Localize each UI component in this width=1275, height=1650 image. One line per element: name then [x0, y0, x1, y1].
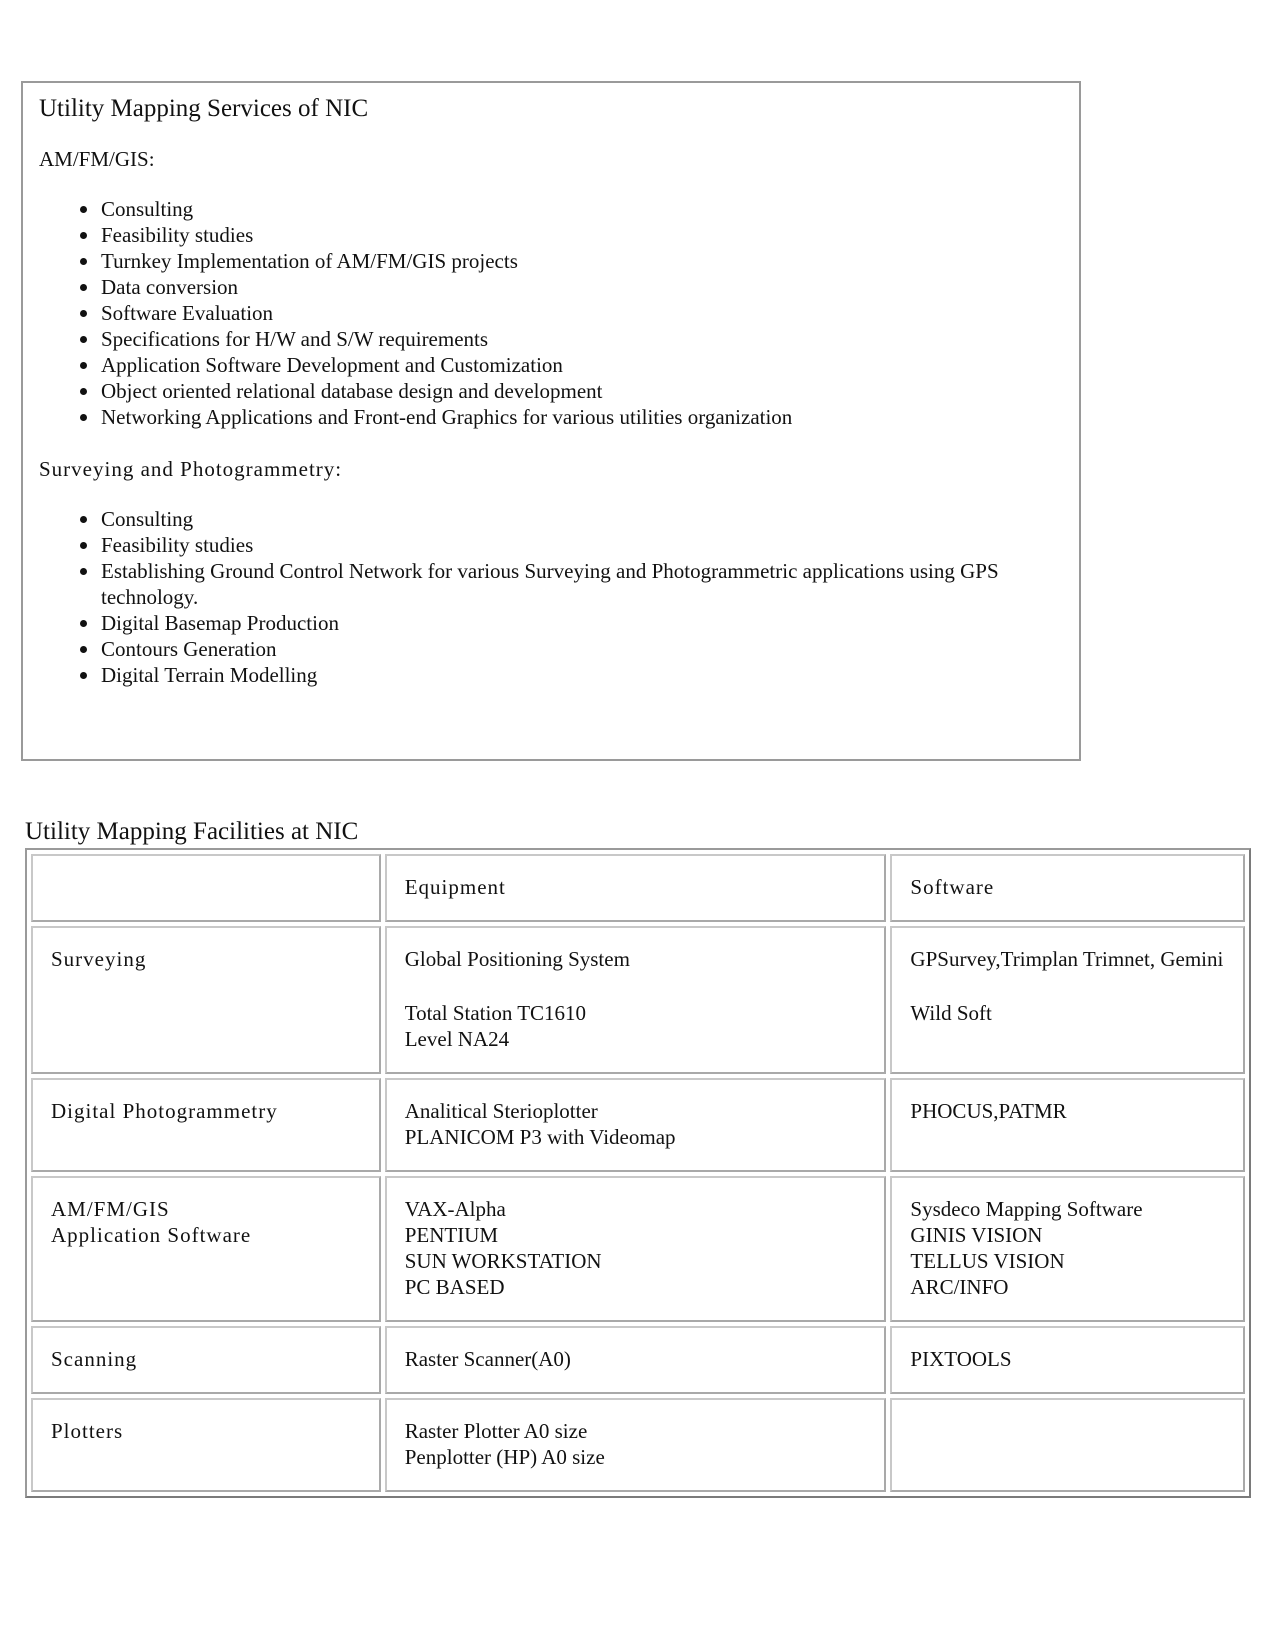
equipment-cell — [385, 1176, 887, 1322]
cell-line: Wild Soft — [910, 1001, 992, 1025]
header-cell-software: Software — [890, 854, 1245, 922]
cell-line: PIXTOOLS — [910, 1347, 1012, 1371]
list-item: Specifications for H/W and S/W requirements — [101, 326, 1063, 352]
cell-line: PC BASED — [404, 1275, 505, 1299]
category-cell — [31, 1078, 381, 1172]
surveying-heading: Surveying and Photogrammetry: — [39, 457, 343, 481]
table-header-row — [31, 854, 1245, 922]
equipment-cell — [385, 926, 887, 1074]
equipment-cell — [385, 1398, 887, 1492]
cell-line: GPSurvey,Trimplan Trimnet, Gemini — [910, 947, 1224, 971]
list-item: Feasibility studies — [101, 532, 1063, 558]
cell-line: PHOCUS,PATMR — [910, 1099, 1067, 1123]
list-item: Consulting — [101, 506, 1063, 532]
cell-line: Plotters — [51, 1419, 124, 1443]
table-row — [31, 926, 1245, 1074]
list-item: Data conversion — [101, 274, 1063, 300]
list-item: Turnkey Implementation of AM/FM/GIS projects — [101, 248, 1063, 274]
cell-line: Penplotter (HP) A0 size — [404, 1445, 605, 1469]
table-row — [31, 1176, 1245, 1322]
cell-line: VAX-Alpha — [404, 1197, 506, 1221]
list-item: Consulting — [101, 196, 1063, 222]
cell-line: Global Positioning System — [404, 947, 630, 971]
facilities-table — [25, 848, 1251, 1498]
category-cell — [31, 1398, 381, 1492]
facilities-title: Utility Mapping Facilities at NIC — [25, 818, 359, 845]
cell-line: Raster Plotter A0 size — [404, 1419, 588, 1443]
cell-line: Total Station TC1610 — [404, 1001, 587, 1025]
cell-line: PENTIUM — [404, 1223, 499, 1247]
software-cell — [890, 1326, 1245, 1394]
list-item: Establishing Ground Control Network for various Surveying and Photogrammetric applications using GPS technology. — [101, 558, 1063, 610]
list-item: Object oriented relational database design and development — [101, 378, 1063, 404]
cell-line: Raster Scanner(A0) — [404, 1347, 571, 1371]
list-item: Feasibility studies — [101, 222, 1063, 248]
category-cell — [31, 926, 381, 1074]
cell-line: Sysdeco Mapping Software — [910, 1197, 1143, 1221]
cell-line: AM/FM/GIS — [51, 1197, 170, 1221]
list-item: Networking Applications and Front-end Graphics for various utilities organization — [101, 404, 1063, 430]
table-row — [31, 1398, 1245, 1492]
header-cell-category — [31, 854, 381, 922]
services-title: Utility Mapping Services of NIC — [39, 95, 369, 122]
software-cell — [890, 1176, 1245, 1322]
software-cell — [890, 1398, 1245, 1492]
cell-line: Scanning — [51, 1347, 138, 1371]
cell-line: TELLUS VISION — [910, 1249, 1065, 1273]
amfm-heading: AM/FM/GIS: — [39, 147, 155, 171]
services-box — [21, 81, 1081, 761]
cell-line: ARC/INFO — [910, 1275, 1009, 1299]
cell-line: SUN WORKSTATION — [404, 1249, 602, 1273]
list-item: Digital Basemap Production — [101, 610, 1063, 636]
cell-line: Level NA24 — [404, 1027, 510, 1051]
category-cell — [31, 1176, 381, 1322]
amfm-list — [39, 196, 1063, 430]
list-item: Digital Terrain Modelling — [101, 662, 1063, 688]
table-row — [31, 1326, 1245, 1394]
software-cell — [890, 926, 1245, 1074]
list-item: Contours Generation — [101, 636, 1063, 662]
cell-spacer — [405, 972, 867, 1000]
cell-line: Analitical Sterioplotter — [404, 1099, 598, 1123]
equipment-cell — [385, 1326, 887, 1394]
cell-line: PLANICOM P3 with Videomap — [404, 1125, 676, 1149]
equipment-cell — [385, 1078, 887, 1172]
list-item: Application Software Development and Customization — [101, 352, 1063, 378]
table-row — [31, 1078, 1245, 1172]
cell-line: GINIS VISION — [910, 1223, 1043, 1247]
cell-line: Surveying — [51, 947, 147, 971]
list-item: Software Evaluation — [101, 300, 1063, 326]
category-cell — [31, 1326, 381, 1394]
cell-line: Digital Photogrammetry — [51, 1099, 278, 1123]
cell-line: Application Software — [51, 1223, 252, 1247]
software-cell — [890, 1078, 1245, 1172]
surveying-list — [39, 506, 1063, 688]
header-cell-equipment: Equipment — [385, 854, 887, 922]
cell-spacer — [910, 972, 1225, 1000]
